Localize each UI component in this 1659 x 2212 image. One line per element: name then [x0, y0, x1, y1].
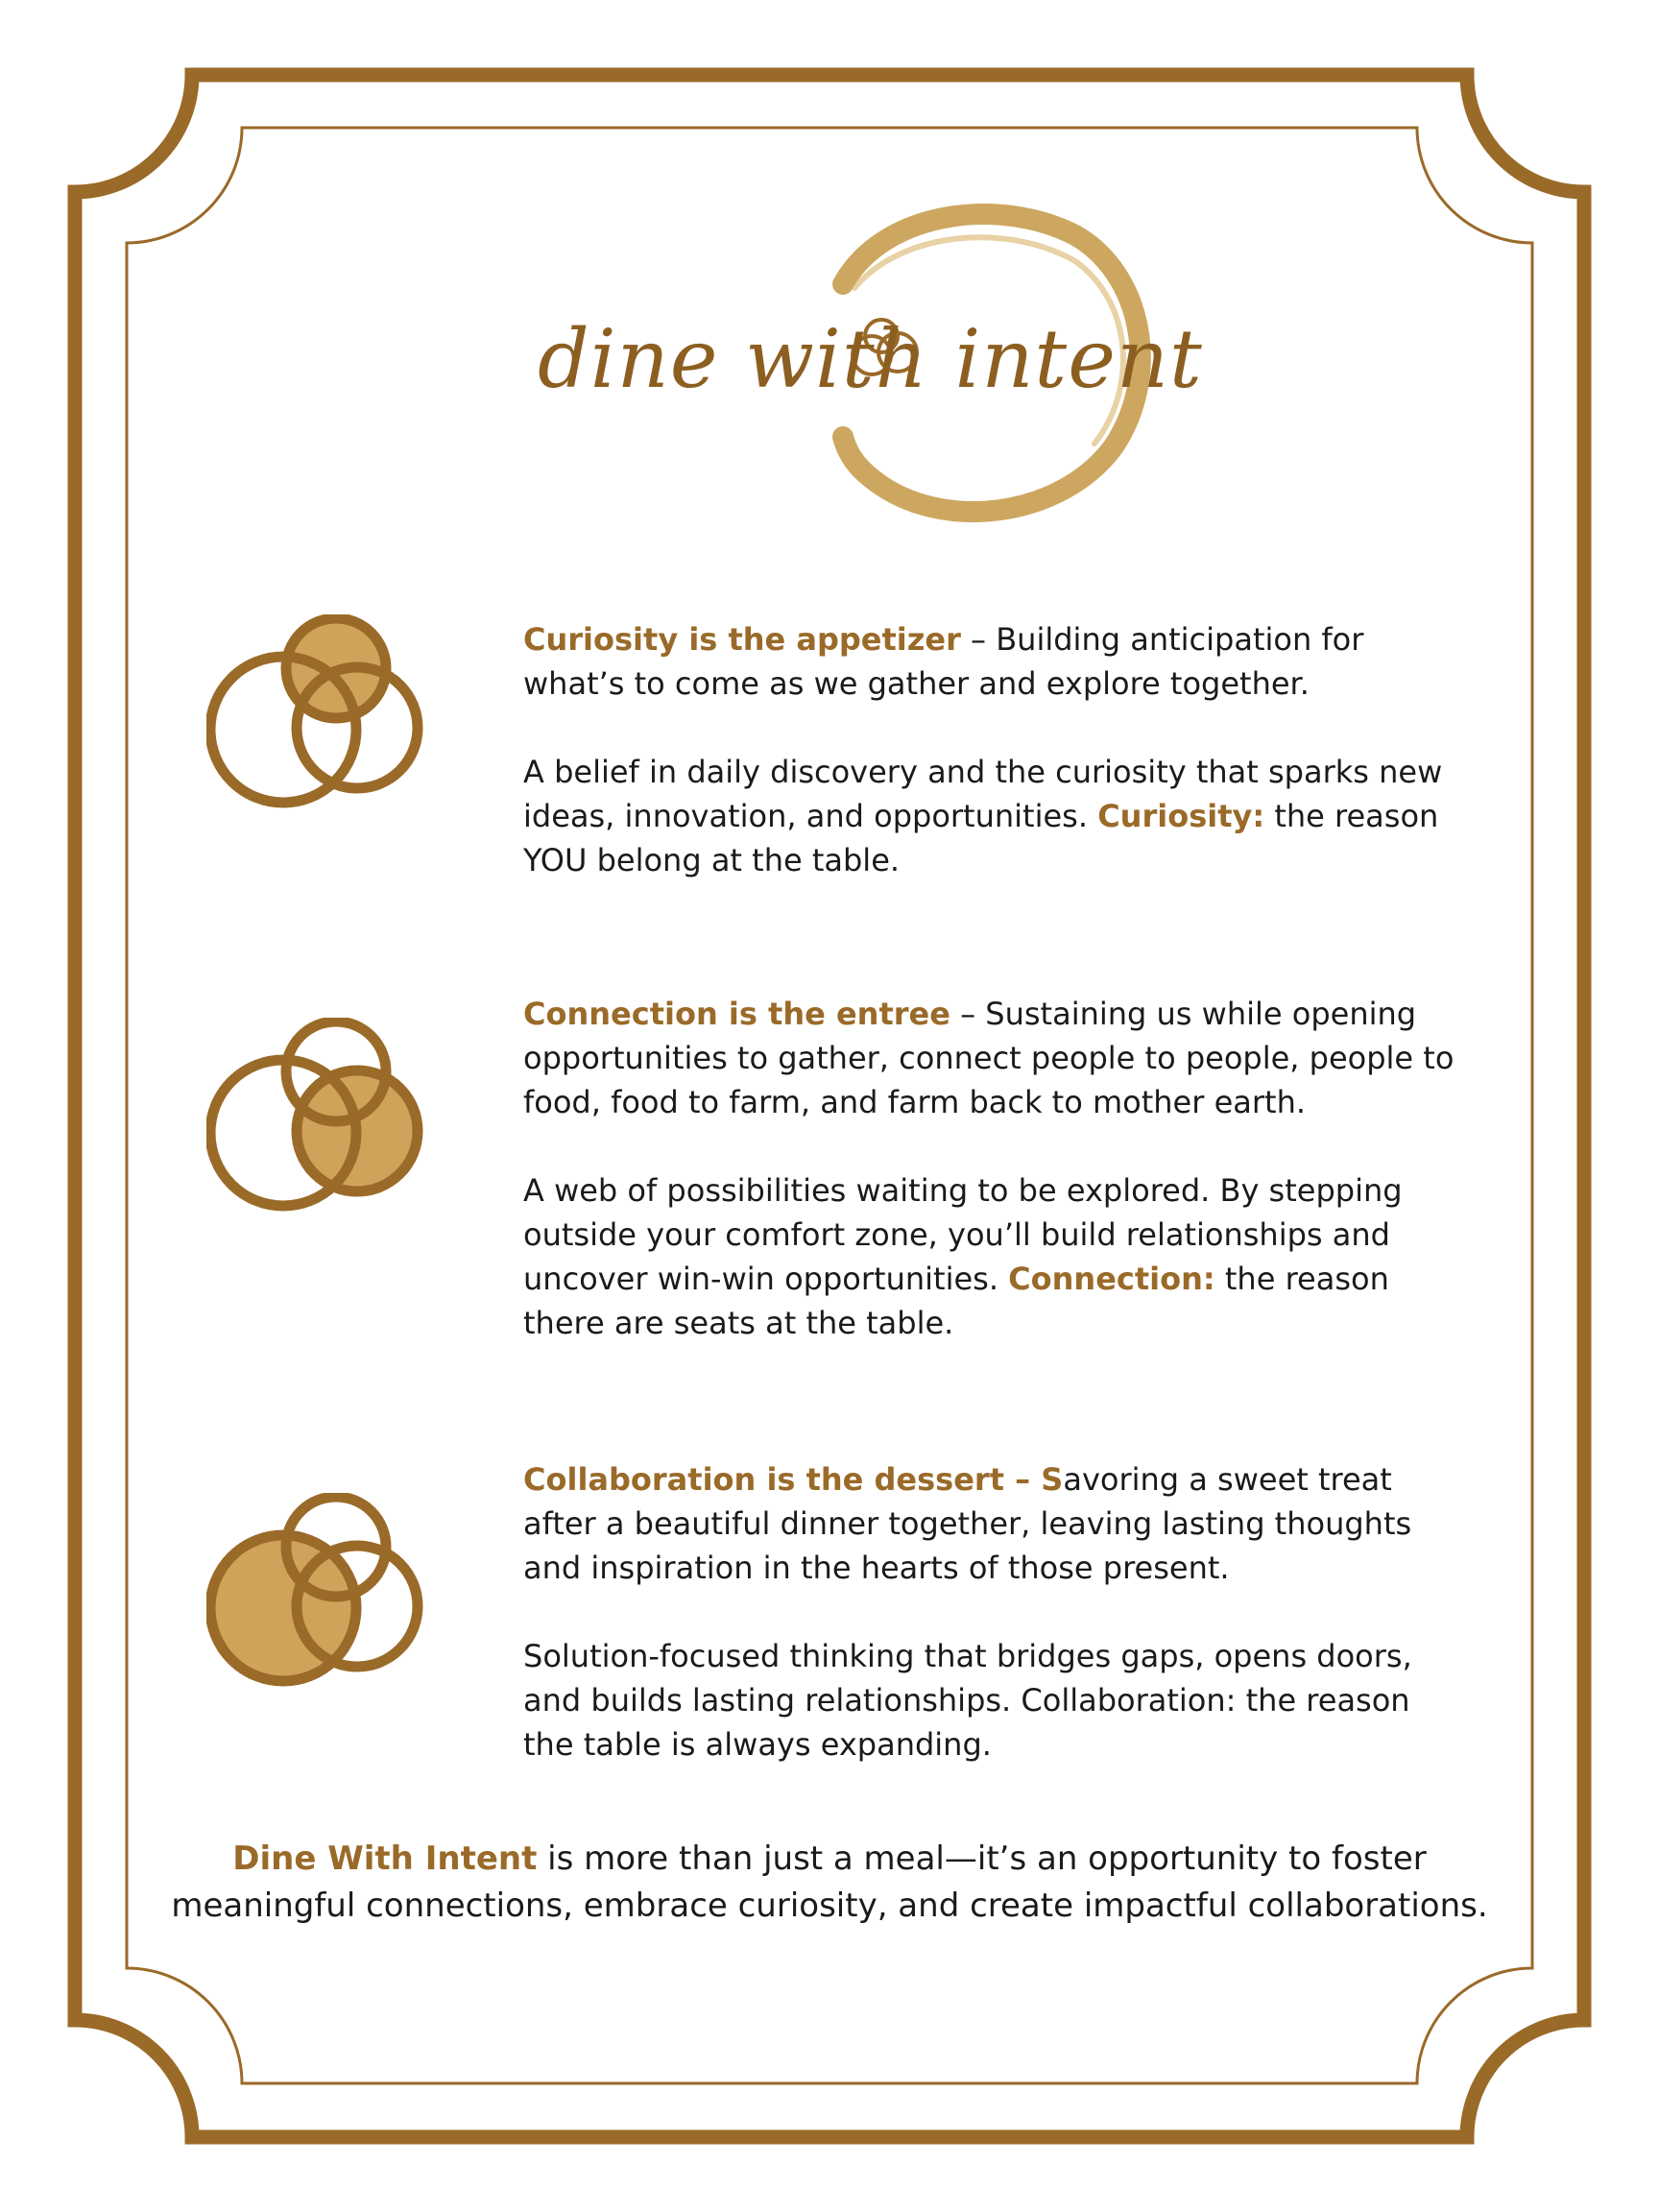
curiosity-keyword: Curiosity:	[1097, 798, 1265, 834]
connection-rings-icon	[206, 1018, 427, 1224]
connection-body-end: the reason there are seats at the table.	[523, 1261, 1389, 1341]
curiosity-body	[523, 750, 1464, 882]
connection-body	[523, 1168, 1464, 1345]
curiosity-body-end: the reason YOU belong at the table.	[523, 798, 1439, 878]
curiosity-body-text: A belief in daily discovery and the curiosity that sparks new ideas, innovation, and opportunities.	[523, 754, 1443, 834]
logo-wordmark: dine with intent	[538, 312, 1203, 406]
connection-heading: Connection is the entree	[523, 996, 950, 1032]
collaboration-lead	[523, 1457, 1464, 1590]
collaboration-section	[523, 1457, 1464, 1767]
collaboration-body: Solution-focused thinking that bridges gaps, opens doors, and builds lasting relationships. Collaboration: the reason the table is always expanding.	[523, 1638, 1412, 1763]
closing-brand-name: Dine With Intent	[232, 1839, 538, 1878]
curiosity-section	[523, 617, 1464, 882]
curiosity-rings-icon	[206, 614, 427, 821]
connection-section	[523, 992, 1464, 1345]
connection-lead	[523, 992, 1464, 1124]
curiosity-heading: Curiosity is the appetizer	[523, 621, 961, 658]
closing-statement	[144, 1836, 1515, 1930]
collaboration-rings-icon	[206, 1493, 427, 1699]
curiosity-lead-text: – Building anticipation for what’s to come as we gather and explore together.	[523, 621, 1364, 702]
connection-keyword: Connection:	[1008, 1261, 1215, 1297]
curiosity-lead	[523, 617, 1464, 706]
collaboration-lead-text: avoring a sweet treat after a beautiful dinner together, leaving lasting thoughts and inspiration in the hearts of those present.	[523, 1461, 1412, 1586]
collaboration-heading: Collaboration is the dessert – S	[523, 1461, 1064, 1498]
connection-body-text: A web of possibilities waiting to be explored. By stepping outside your comfort zone, you’ll build relationships and uncover win-win opportunities.	[523, 1172, 1403, 1297]
closing-text: is more than just a meal—it’s an opportunity to foster meaningful connections, embrace curiosity, and create impactful collaborations.	[171, 1839, 1488, 1925]
connection-lead-text: – Sustaining us while opening opportunities to gather, connect people to people, people to food, food to farm, and farm back to mother earth.	[523, 996, 1455, 1120]
